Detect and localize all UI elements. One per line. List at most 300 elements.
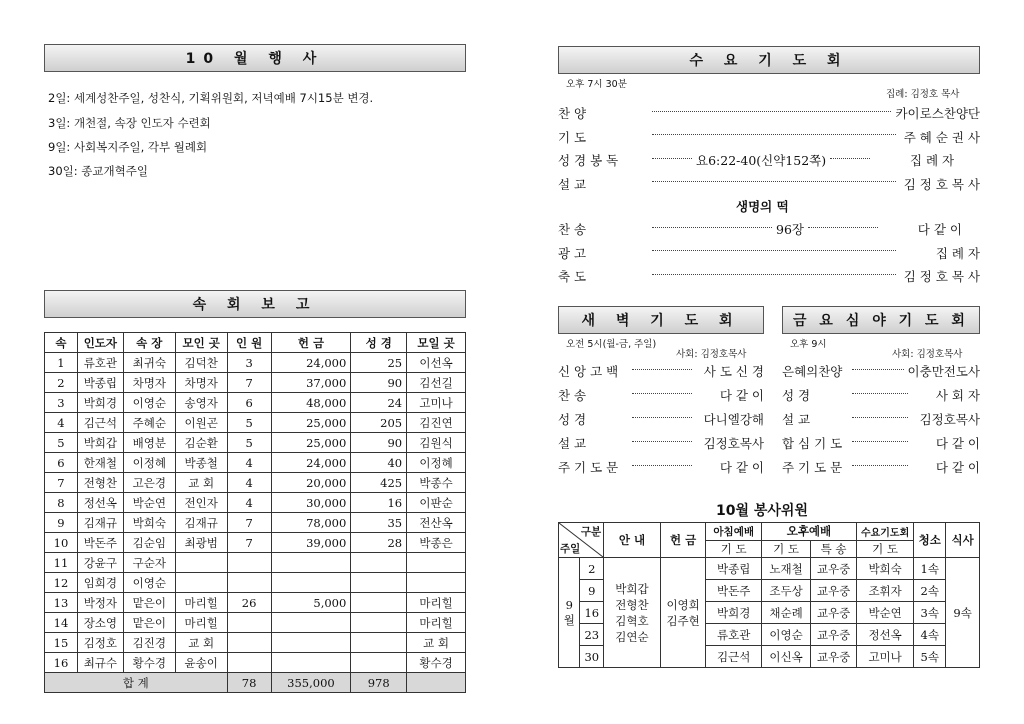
- vol-special: 교우중: [811, 602, 857, 624]
- cell-leader: 최규수: [77, 653, 123, 673]
- cell-leader: 강윤구: [77, 553, 123, 573]
- report-title: 속 회 보 고: [192, 297, 318, 313]
- vol-wed-prayer: 조휘자: [856, 580, 913, 602]
- cell-bible: [351, 633, 407, 653]
- cell-bible: [351, 593, 407, 613]
- cell-met-place: 최광범: [175, 533, 227, 553]
- dawn-time: 오전 5시(월-금, 주일): [566, 339, 657, 350]
- dot-leader: [632, 393, 692, 394]
- cell-sok: 7: [45, 473, 78, 493]
- program-label: 신 앙 고 백: [558, 364, 619, 379]
- cell-sok: 16: [45, 653, 78, 673]
- wednesday-title: 수 요 기 도 회: [689, 53, 849, 69]
- vol-day: 23: [580, 624, 604, 646]
- cell-head: 이영순: [123, 393, 175, 413]
- program-row: [558, 362, 764, 380]
- cell-met-place: 송영자: [175, 393, 227, 413]
- cell-head: 최귀숙: [123, 353, 175, 373]
- cell-head: 차명자: [123, 373, 175, 393]
- cell-bible: 25: [351, 353, 407, 373]
- cell-next-place: 마리힐: [407, 613, 466, 633]
- program-row: [782, 434, 980, 452]
- program-value: 다 같 이: [719, 460, 764, 475]
- vol-month: 9월: [559, 558, 580, 668]
- program-row: [558, 267, 980, 285]
- cell-next-place: 이판순: [407, 493, 466, 513]
- cell-people: 6: [227, 393, 271, 413]
- vol-special: 교우중: [811, 624, 857, 646]
- program-label: 축 도: [558, 269, 587, 284]
- vol-morning-header: 아침예배: [706, 523, 761, 541]
- cell-next-place: 박종은: [407, 533, 466, 553]
- cell-head: 고은경: [123, 473, 175, 493]
- guide-name: 김혁호: [615, 613, 649, 628]
- cell-offering: 48,000: [271, 393, 351, 413]
- vol-afternoon-header: 오후예배: [761, 523, 856, 541]
- cell-next-place: 전산옥: [407, 513, 466, 533]
- vol-week: 주일: [560, 543, 581, 555]
- cell-people: 7: [227, 513, 271, 533]
- cell-met-place: [175, 553, 227, 573]
- cell-bible: 28: [351, 533, 407, 553]
- wednesday-subtitle: 생명의 떡: [736, 199, 789, 214]
- vol-header-row-1: [559, 523, 980, 541]
- cell-people: 26: [227, 593, 271, 613]
- cell-sok: 13: [45, 593, 78, 613]
- vol-morning-prayer: 박돈주: [706, 580, 761, 602]
- vol-afternoon-prayer: 기 도: [761, 540, 810, 558]
- cell-sok: 2: [45, 373, 78, 393]
- cell-offering: [271, 573, 351, 593]
- cell-head: 구순자: [123, 553, 175, 573]
- vol-morning-prayer: 기 도: [706, 540, 761, 558]
- cell-next-place: 김진연: [407, 413, 466, 433]
- cell-next-place: 이선옥: [407, 353, 466, 373]
- total-bible: 978: [351, 673, 407, 693]
- col-people: 인 원: [227, 333, 271, 353]
- cell-offering: 25,000: [271, 413, 351, 433]
- report-row: [45, 413, 466, 433]
- cell-bible: [351, 573, 407, 593]
- col-met-place: 모인 곳: [175, 333, 227, 353]
- vol-day: 30: [580, 646, 604, 668]
- cell-met-place: 마리힐: [175, 613, 227, 633]
- cell-met-place: 이원곤: [175, 413, 227, 433]
- cell-people: 4: [227, 473, 271, 493]
- cell-head: 주혜순: [123, 413, 175, 433]
- cell-met-place: 차명자: [175, 373, 227, 393]
- program-row: [558, 410, 764, 428]
- friday-header: [782, 306, 980, 334]
- cell-sok: 11: [45, 553, 78, 573]
- dawn-leader: 사회: 김정호목사: [676, 349, 747, 360]
- vol-wed-prayer: 고미나: [856, 646, 913, 668]
- vol-meal-header: 식사: [946, 523, 980, 558]
- cell-sok: 6: [45, 453, 78, 473]
- cell-met-place: 김순환: [175, 433, 227, 453]
- program-row: [558, 386, 764, 404]
- vol-wed-prayer: 정선옥: [856, 624, 913, 646]
- program-detail: 96장: [776, 222, 804, 237]
- cell-offering: 78,000: [271, 513, 351, 533]
- program-value: 김 정 호 목 사: [903, 269, 980, 284]
- cell-sok: 15: [45, 633, 78, 653]
- report-row: [45, 593, 466, 613]
- program-label: 주 기 도 문: [782, 460, 843, 475]
- vol-afternoon-prayer: 조두상: [761, 580, 810, 602]
- vol-day: 2: [580, 558, 604, 580]
- vol-offering-header: 헌 금: [660, 523, 706, 558]
- vol-guide-header: 안 내: [604, 523, 661, 558]
- cell-leader: 류호관: [77, 353, 123, 373]
- cell-next-place: 이정혜: [407, 453, 466, 473]
- cell-leader: 김재규: [77, 513, 123, 533]
- dot-leader: [632, 417, 692, 418]
- cell-people: 7: [227, 373, 271, 393]
- vol-wed-prayer: 박희숙: [856, 558, 913, 580]
- dot-leader: [652, 274, 896, 275]
- cell-bible: 90: [351, 373, 407, 393]
- dot-leader: [632, 441, 692, 442]
- vol-morning-prayer: 김근석: [706, 646, 761, 668]
- cell-leader: 한재철: [77, 453, 123, 473]
- friday-title: 금 요 심 야 기 도 회: [793, 313, 969, 329]
- program-value: 김 정 호 목 사: [903, 176, 980, 192]
- cell-people: [227, 653, 271, 673]
- program-row: [558, 151, 980, 169]
- cell-people: 4: [227, 453, 271, 473]
- dot-leader: [852, 417, 908, 418]
- event-item-1: 2일: 세계성찬주일, 성찬식, 기획위원회, 저녁예배 7시15분 변경.: [48, 91, 374, 105]
- vol-gubun: 구분: [580, 526, 602, 538]
- cell-sok: 10: [45, 533, 78, 553]
- vol-day: 9: [580, 580, 604, 602]
- program-row: [558, 220, 980, 238]
- report-row: [45, 453, 466, 473]
- dot-leader: [852, 393, 908, 394]
- dot-leader: [632, 369, 692, 370]
- cell-head: 김진경: [123, 633, 175, 653]
- cell-people: [227, 613, 271, 633]
- cell-bible: [351, 553, 407, 573]
- program-detail: 요6:22-40(신약152쪽): [696, 153, 827, 168]
- cell-leader: 박희갑: [77, 433, 123, 453]
- wednesday-time: 오후 7시 30분: [566, 79, 627, 90]
- cell-people: 5: [227, 433, 271, 453]
- cell-met-place: 마리힐: [175, 593, 227, 613]
- report-row: [45, 613, 466, 633]
- program-value: 다니엘강해: [703, 412, 764, 427]
- cell-head: 김순임: [123, 533, 175, 553]
- report-row: [45, 513, 466, 533]
- cell-offering: 39,000: [271, 533, 351, 553]
- vol-clean: 3속: [914, 602, 946, 624]
- cell-bible: 40: [351, 453, 407, 473]
- cell-sok: 5: [45, 433, 78, 453]
- cell-people: 4: [227, 493, 271, 513]
- vol-offering-names: [660, 558, 706, 668]
- cell-bible: 24: [351, 393, 407, 413]
- cell-met-place: 교 회: [175, 473, 227, 493]
- program-label: 성 경: [782, 388, 811, 403]
- vol-afternoon-prayer: 이영순: [761, 624, 810, 646]
- report-row: [45, 393, 466, 413]
- program-row: [558, 175, 980, 193]
- wednesday-header: [558, 46, 980, 74]
- program-value: 사 회 자: [935, 388, 980, 403]
- vol-clean: 4속: [914, 624, 946, 646]
- vol-row: [559, 558, 980, 580]
- program-label: 설 교: [782, 412, 811, 427]
- program-value: 다 같 이: [917, 222, 962, 237]
- program-label: 찬 송: [558, 388, 587, 403]
- cell-people: 5: [227, 413, 271, 433]
- cell-leader: 정선옥: [77, 493, 123, 513]
- program-row: [782, 410, 980, 428]
- program-row: [782, 386, 980, 404]
- cell-head: 맡은이: [123, 593, 175, 613]
- cell-bible: 90: [351, 433, 407, 453]
- report-row: [45, 653, 466, 673]
- volunteers-table: [558, 522, 980, 668]
- program-row: [782, 362, 980, 380]
- vol-special: 특 송: [811, 540, 857, 558]
- vol-day: 16: [580, 602, 604, 624]
- program-value: 집 례 자: [935, 245, 980, 261]
- cell-next-place: 김원식: [407, 433, 466, 453]
- vol-special: 교우중: [811, 646, 857, 668]
- vol-meal: 9속: [946, 558, 980, 668]
- cell-next-place: [407, 573, 466, 593]
- cell-met-place: 교 회: [175, 633, 227, 653]
- program-row: [558, 244, 980, 262]
- friday-leader: 사회: 김정호목사: [892, 349, 963, 360]
- cell-head: 맡은이: [123, 613, 175, 633]
- cell-leader: 박돈주: [77, 533, 123, 553]
- report-row: [45, 633, 466, 653]
- cell-offering: 37,000: [271, 373, 351, 393]
- cell-head: 이정혜: [123, 453, 175, 473]
- vol-wed-header: 수요기도회: [856, 523, 913, 541]
- program-label: 기 도: [558, 129, 587, 145]
- col-sok: 속: [45, 333, 78, 353]
- cell-met-place: 윤송이: [175, 653, 227, 673]
- cell-bible: [351, 613, 407, 633]
- vol-clean: 1속: [914, 558, 946, 580]
- program-value: 주 혜 순 권 사: [903, 129, 980, 145]
- dot-leader: [852, 465, 908, 466]
- dot-leader: [652, 250, 896, 251]
- vol-special: 교우중: [811, 558, 857, 580]
- program-value: 다 같 이: [935, 436, 980, 451]
- cell-head: 이영순: [123, 573, 175, 593]
- cell-met-place: 전인자: [175, 493, 227, 513]
- col-offering: 헌 금: [271, 333, 351, 353]
- cell-people: 3: [227, 353, 271, 373]
- report-row: [45, 573, 466, 593]
- cell-leader: 임희경: [77, 573, 123, 593]
- cell-next-place: 마리힐: [407, 593, 466, 613]
- vol-morning-prayer: 박희경: [706, 602, 761, 624]
- program-row: [558, 458, 764, 476]
- cell-offering: [271, 613, 351, 633]
- total-label: 합 계: [45, 673, 228, 693]
- event-item-4: 30일: 종교개혁주일: [48, 164, 148, 178]
- offering-name: 김주현: [666, 613, 700, 628]
- cell-sok: 4: [45, 413, 78, 433]
- report-row: [45, 533, 466, 553]
- dot-leader: [652, 227, 772, 228]
- dot-leader: [830, 158, 870, 159]
- program-value: 김정호목사: [703, 436, 764, 451]
- col-bible: 성 경: [351, 333, 407, 353]
- program-row: [558, 128, 980, 146]
- vol-afternoon-prayer: 노재철: [761, 558, 810, 580]
- program-value: 다 같 이: [719, 388, 764, 403]
- cell-leader: 박종립: [77, 373, 123, 393]
- event-item-3: 9일: 사회복지주일, 각부 월례회: [48, 140, 208, 154]
- cell-sok: 3: [45, 393, 78, 413]
- cell-offering: 30,000: [271, 493, 351, 513]
- program-value: 카이로스찬양단: [895, 106, 980, 121]
- cell-offering: 24,000: [271, 353, 351, 373]
- cell-bible: 16: [351, 493, 407, 513]
- program-value: 집 례 자: [909, 153, 955, 168]
- vol-clean: 2속: [914, 580, 946, 602]
- cell-leader: 전형찬: [77, 473, 123, 493]
- vol-corner: [559, 523, 604, 558]
- vol-morning-prayer: 류호관: [706, 624, 761, 646]
- cell-offering: 5,000: [271, 593, 351, 613]
- cell-met-place: 김재규: [175, 513, 227, 533]
- program-value: 다 같 이: [935, 460, 980, 475]
- vol-wed-prayer: 기 도: [856, 540, 913, 558]
- report-row: [45, 373, 466, 393]
- cell-next-place: 김선길: [407, 373, 466, 393]
- cell-leader: 김근석: [77, 413, 123, 433]
- report-row: [45, 473, 466, 493]
- cell-offering: [271, 633, 351, 653]
- report-row: [45, 353, 466, 373]
- col-next-place: 모일 곳: [407, 333, 466, 353]
- events-header: [44, 44, 466, 72]
- cell-sok: 12: [45, 573, 78, 593]
- vol-guides: [604, 558, 661, 668]
- program-label: 성 경 봉 독: [558, 153, 619, 168]
- dawn-title: 새 벽 기 도 회: [581, 313, 741, 329]
- cell-next-place: [407, 553, 466, 573]
- total-empty: [407, 673, 466, 693]
- offering-name: 이영희: [666, 597, 700, 612]
- dot-leader: [852, 441, 908, 442]
- program-label: 설 교: [558, 436, 587, 451]
- cell-next-place: 박종수: [407, 473, 466, 493]
- cell-offering: 24,000: [271, 453, 351, 473]
- cell-next-place: 교 회: [407, 633, 466, 653]
- cell-offering: 25,000: [271, 433, 351, 453]
- cell-people: [227, 633, 271, 653]
- vol-clean-header: 청소: [914, 523, 946, 558]
- friday-time: 오후 9시: [790, 339, 827, 350]
- guide-name: 전형찬: [615, 597, 649, 612]
- dot-leader: [652, 181, 896, 182]
- program-label: 설 교: [558, 176, 587, 192]
- col-leader: 인도자: [77, 333, 123, 353]
- cell-offering: [271, 653, 351, 673]
- dot-leader: [632, 465, 692, 466]
- events-title: 10 월 행 사: [185, 51, 325, 67]
- program-value: 이충만전도사: [907, 364, 980, 379]
- vol-morning-prayer: 박종립: [706, 558, 761, 580]
- cell-offering: 20,000: [271, 473, 351, 493]
- cell-sok: 8: [45, 493, 78, 513]
- vol-special: 교우중: [811, 580, 857, 602]
- col-head: 속 장: [123, 333, 175, 353]
- cell-head: 황수경: [123, 653, 175, 673]
- cell-met-place: 김덕찬: [175, 353, 227, 373]
- cell-bible: [351, 653, 407, 673]
- program-label: 은혜의찬양: [782, 364, 843, 379]
- program-row: [558, 104, 980, 122]
- cell-met-place: 박종철: [175, 453, 227, 473]
- report-total-row: [45, 673, 466, 693]
- program-row: [782, 458, 980, 476]
- cell-leader: 박희경: [77, 393, 123, 413]
- event-item-2: 3일: 개천절, 속장 인도자 수련회: [48, 116, 211, 130]
- vol-afternoon-prayer: 채순례: [761, 602, 810, 624]
- dot-leader: [852, 369, 904, 370]
- program-row: [558, 434, 764, 452]
- program-label: 합 심 기 도: [782, 436, 843, 451]
- cell-met-place: [175, 573, 227, 593]
- dot-leader: [652, 134, 896, 135]
- cell-bible: 205: [351, 413, 407, 433]
- cell-next-place: 고미나: [407, 393, 466, 413]
- report-row: [45, 433, 466, 453]
- program-label: 성 경: [558, 412, 587, 427]
- program-label: 광 고: [558, 245, 587, 261]
- cell-people: [227, 553, 271, 573]
- wednesday-leader: 집례: 김정호 목사: [886, 89, 960, 100]
- cell-offering: [271, 553, 351, 573]
- cell-leader: 장소영: [77, 613, 123, 633]
- report-row: [45, 493, 466, 513]
- cell-head: 박순연: [123, 493, 175, 513]
- report-header-row: [45, 333, 466, 353]
- program-label: 찬 송: [558, 222, 587, 237]
- program-value: 사 도 신 경: [703, 364, 764, 379]
- cell-people: 7: [227, 533, 271, 553]
- total-offering: 355,000: [271, 673, 351, 693]
- dot-leader: [652, 158, 692, 159]
- vol-clean: 5속: [914, 646, 946, 668]
- cell-head: 박희숙: [123, 513, 175, 533]
- total-people: 78: [227, 673, 271, 693]
- cell-sok: 14: [45, 613, 78, 633]
- cell-people: [227, 573, 271, 593]
- vol-afternoon-prayer: 이신옥: [761, 646, 810, 668]
- dot-leader: [652, 111, 891, 112]
- cell-head: 배영분: [123, 433, 175, 453]
- cell-sok: 1: [45, 353, 78, 373]
- guide-name: 박희갑: [615, 581, 649, 596]
- dawn-header: [558, 306, 764, 334]
- cell-leader: 김정호: [77, 633, 123, 653]
- volunteers-title: 10월 봉사위원: [716, 503, 808, 519]
- cell-next-place: 황수경: [407, 653, 466, 673]
- guide-name: 김연순: [615, 629, 649, 644]
- report-header: [44, 290, 466, 318]
